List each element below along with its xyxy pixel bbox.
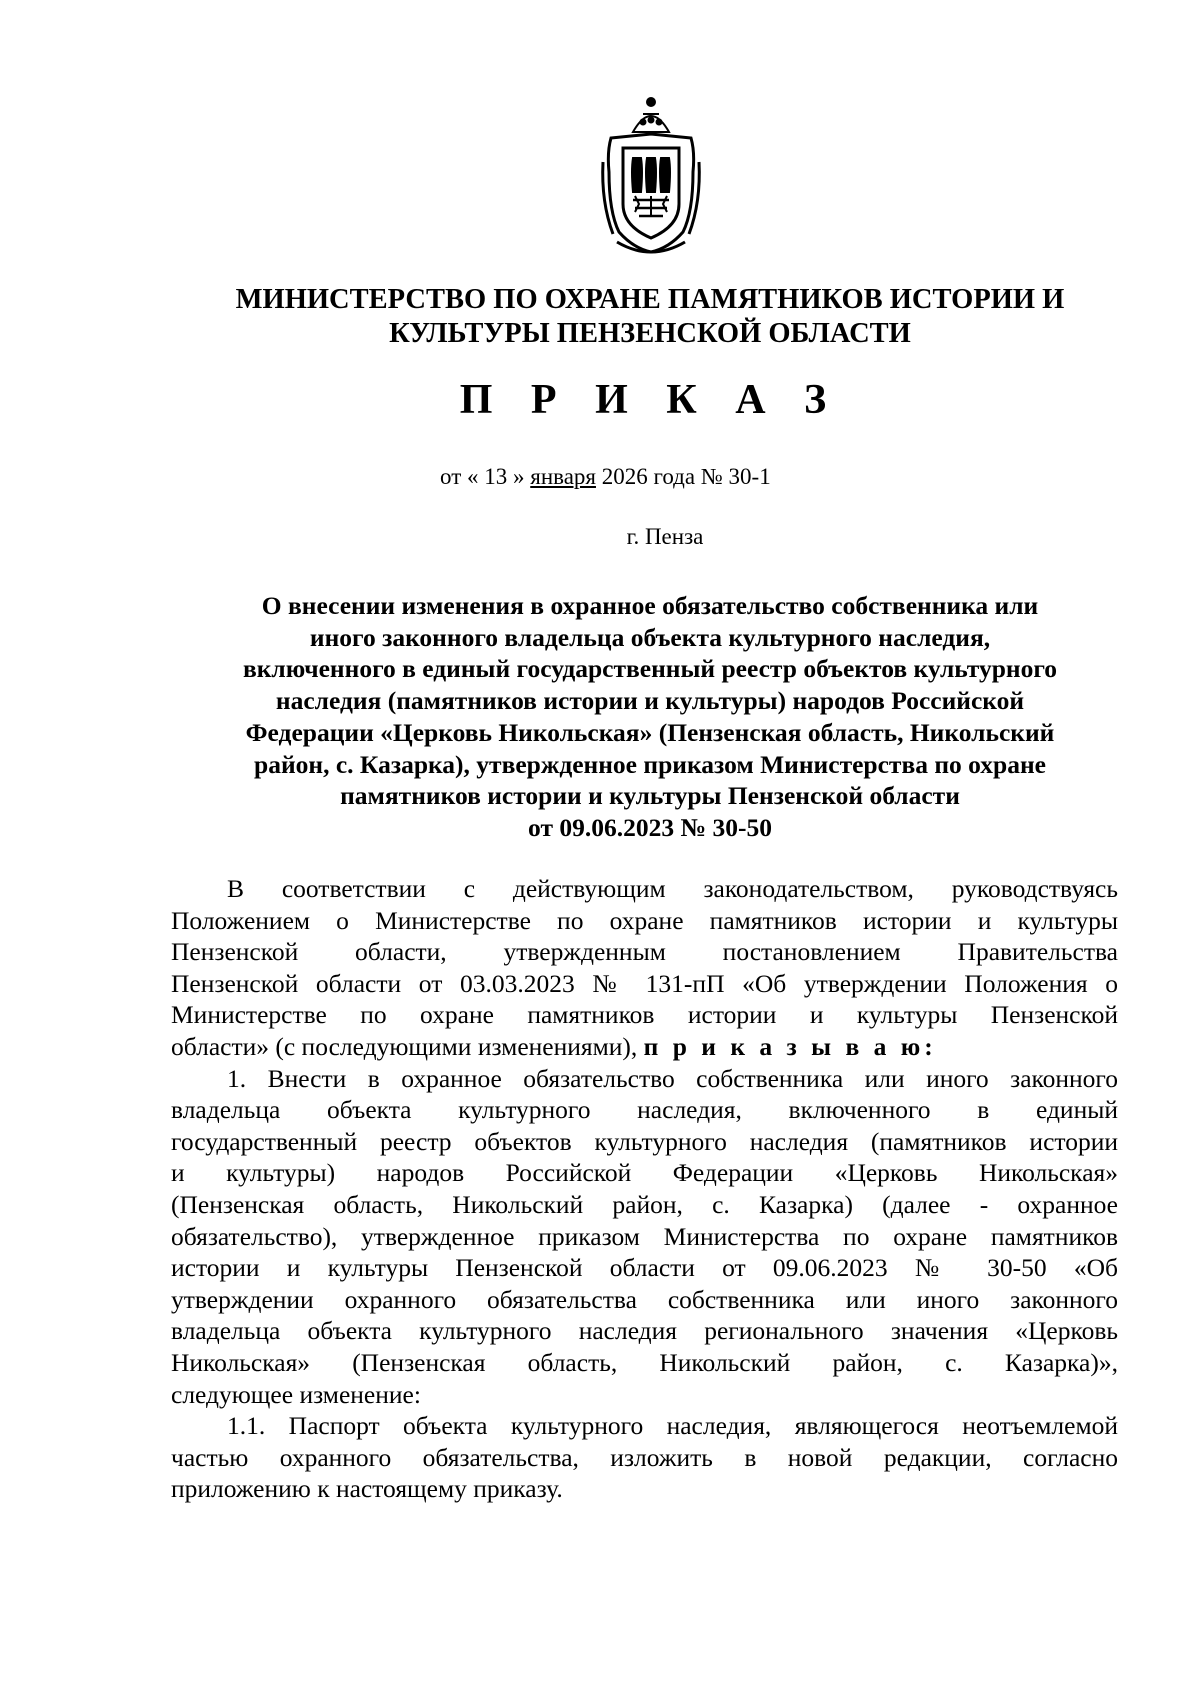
body-line: истории и культуры Пензенской области от 09.06.2023 № 30-50 «Об bbox=[171, 1253, 1118, 1283]
subject-line: О внесении изменения в охранное обязательство собственника или bbox=[261, 591, 1039, 620]
body-line: следующее изменение: bbox=[171, 1379, 421, 1409]
date-prefix: от « 13 » bbox=[440, 464, 531, 489]
subject-line: район, с. Казарка), утвержденное приказом Министерства по охране bbox=[254, 749, 1046, 779]
body-line: Никольская» (Пензенская область, Никольский район, с. Казарка)», bbox=[171, 1347, 1118, 1377]
date-month: января bbox=[530, 464, 596, 489]
subject-line: иного законного владельца объекта культурного наследия, bbox=[309, 622, 991, 652]
order-word: п р и к а з ы в а ю: bbox=[643, 1031, 937, 1061]
subject-line: наследия (памятников истории и культуры) народов Российской bbox=[275, 686, 1025, 716]
subject-line: включенного в единый государственный реестр объектов культурного bbox=[242, 654, 1058, 684]
order-subject bbox=[170, 590, 1130, 844]
order-date-line bbox=[440, 462, 940, 492]
order-body bbox=[171, 873, 1118, 1505]
body-line: Положением о Министерстве по охране памятников истории и культуры bbox=[171, 905, 1118, 935]
body-line: 1. Внести в охранное обязательство собственника или иного законного bbox=[227, 1063, 1118, 1093]
penza-region-coat-of-arms-icon bbox=[599, 92, 703, 258]
body-line: владельца объекта культурного наследия регионального значения «Церковь bbox=[171, 1316, 1118, 1346]
body-line: Министерстве по охране памятников истории и культуры Пензенской bbox=[171, 1000, 1118, 1030]
body-line: владельца объекта культурного наследия, включенного в единый bbox=[171, 1095, 1118, 1125]
body-line: утверждении охранного обязательства собственника или иного законного bbox=[171, 1284, 1118, 1314]
body-line: 1.1. Паспорт объекта культурного наследия, являющегося неотъемлемой bbox=[227, 1411, 1118, 1441]
body-line: частью охранного обязательства, изложить в новой редакции, согласно bbox=[171, 1442, 1118, 1472]
body-line: и культуры) народов Российской Федерации «Церковь Никольская» bbox=[171, 1158, 1118, 1188]
ministry-name-line-2: КУЛЬТУРЫ ПЕНЗЕНСКОЙ ОБЛАСТИ bbox=[389, 318, 911, 349]
subject-line: памятников истории и культуры Пензенской области bbox=[340, 781, 960, 811]
body-line: Пензенской области, утвержденным постановлением Правительства bbox=[171, 937, 1118, 967]
document-type-title: П Р И К А З bbox=[459, 377, 841, 423]
body-line: Пензенской области от 03.03.2023 № 131-пП «Об утверждении Положения о bbox=[171, 968, 1118, 998]
city-name: г. Пенза bbox=[626, 524, 704, 549]
body-line bbox=[171, 1031, 1118, 1063]
body-line: приложению к настоящему приказу. bbox=[171, 1474, 563, 1504]
ministry-name bbox=[170, 283, 1130, 351]
body-line: обязательство), утвержденное приказом Министерства по охране памятников bbox=[171, 1221, 1118, 1251]
subject-line: от 09.06.2023 № 30-50 bbox=[528, 812, 772, 842]
body-line: В соответствии с действующим законодательством, руководствуясь bbox=[227, 874, 1118, 903]
body-line-text: области» (с последующими изменениями), bbox=[171, 1031, 644, 1061]
date-year: 2026 года № bbox=[595, 464, 729, 489]
body-line: государственный реестр объектов культурного наследия (памятников истории bbox=[171, 1126, 1118, 1156]
body-line: (Пензенская область, Никольский район, с. Казарка) (далее - охранное bbox=[171, 1189, 1118, 1219]
order-number: 30-1 bbox=[728, 464, 771, 489]
subject-line: Федерации «Церковь Никольская» (Пензенская область, Никольский bbox=[245, 717, 1055, 747]
ministry-name-line-1: МИНИСТЕРСТВО ПО ОХРАНЕ ПАМЯТНИКОВ ИСТОРИИ И bbox=[235, 284, 1065, 315]
